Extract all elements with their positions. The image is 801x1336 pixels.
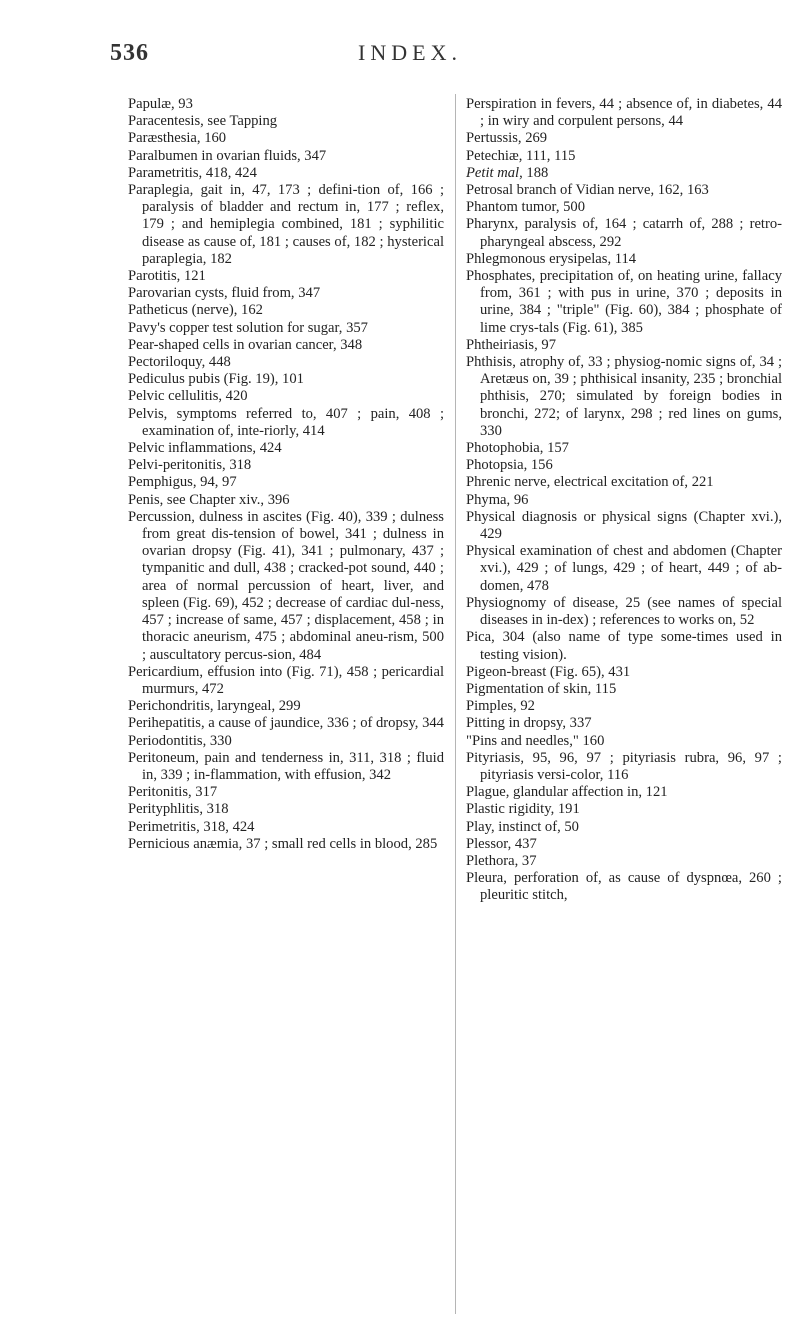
index-entry: Phlegmonous erysipelas, 114 [466, 250, 637, 267]
index-entry: Phtheiriasis, 97 [466, 336, 556, 353]
index-entry: Pelvic cellulitis, 420 [128, 388, 248, 405]
index-entry: Pigmentation of skin, 115 [466, 680, 617, 697]
index-entry: Pectoriloquy, 448 [128, 354, 231, 371]
index-entry: Pharynx, paralysis of, 164 ; catarrh of, 288 ; retro-pharyngeal abscess, 292 [466, 216, 782, 250]
index-entry: Photopsia, 156 [466, 457, 553, 474]
index-entry: Phyma, 96 [466, 491, 529, 508]
index-entry: Pediculus pubis (Fig. 19), 101 [128, 371, 304, 388]
index-entry: Plethora, 37 [466, 852, 537, 869]
index-entry: Pertussis, 269 [466, 130, 548, 147]
index-entry: Penis, see Chapter xiv., 396 [128, 491, 290, 508]
index-entry: Photophobia, 157 [466, 440, 569, 457]
index-entry: Pelvis, symptoms referred to, 407 ; pain, 408 ; examination of, inte-riorly, 414 [128, 405, 444, 439]
index-entry: Play, instinct of, 50 [466, 818, 579, 835]
index-entry: Pelvi-peritonitis, 318 [128, 457, 252, 474]
index-entry: Perichondritis, laryngeal, 299 [128, 698, 301, 715]
index-entry: Perityphlitis, 318 [128, 801, 229, 818]
index-entry: Paraplegia, gait in, 47, 173 ; defini-tion of, 166 ; paralysis of bladder and rectum in, 177 ; reflex, 179 ; and hemiplegia combined, 181 ; syphilitic disease as cause of, 181 ; causes of, 182 ; hysterical paraplegia, 182 [128, 182, 444, 267]
index-entry: Pigeon-breast (Fig. 65), 431 [466, 663, 631, 680]
index-entry: Pica, 304 (also name of type some-times used in testing vision). [466, 629, 782, 663]
index-entry: Perimetritis, 318, 424 [128, 818, 255, 835]
index-entry: Peritonitis, 317 [128, 784, 218, 801]
index-entry: Percussion, dulness in ascites (Fig. 40), 339 ; dulness from great dis-tension of bowel, 341 ; dulness in ovarian dropsy (Fig. 41), 341 ; pulmonary, 437 ; tympanitic and dull, 438 ; cracked-pot sound, 440 ; area of normal percussion of heart, liver, and spleen (Fig. 69), 452 ; decrease of cardiac dul-ness, 457 ; increase of same, 457 ; displacement, 458 ; in thoracic aneurism, 475 ; abdominal aneu-rism, 500 ; auscultatory percus-sion, 484 [128, 508, 444, 663]
index-entry: Phantom tumor, 500 [466, 199, 586, 216]
index-entry: Phrenic nerve, electrical excitation of, 221 [466, 474, 714, 491]
index-entry: Physiognomy of disease, 25 (see names of special diseases in in-dex) ; references to works on, 52 [466, 594, 782, 629]
index-entry: Pityriasis, 95, 96, 97 ; pityriasis rubra, 96, 97 ; pityriasis versi-color, 116 [466, 749, 782, 783]
index-entry: Petechiæ, 111, 115 [466, 147, 576, 164]
page-number: 536 [110, 40, 149, 66]
index-entry: Paræsthesia, 160 [128, 130, 227, 147]
index-entry: Pleura, perforation of, as cause of dyspnœa, 260 ; pleuritic stitch, [466, 870, 782, 904]
index-entry: Pernicious anæmia, 37 ; small red cells in blood, 285 [128, 835, 438, 852]
index-entry: Perihepatitis, a cause of jaundice, 336 ; of dropsy, 344 [128, 715, 444, 732]
index-entry: Peritoneum, pain and tenderness in, 311, 318 ; fluid in, 339 ; in-flammation, with effusion, 342 [128, 749, 444, 783]
index-entry: Perspiration in fevers, 44 ; absence of, in diabetes, 44 ; in wiry and corpulent persons, 44 [466, 96, 782, 130]
index-entry: "Pins and needles," 160 [466, 732, 605, 749]
index-entry: Pavy's copper test solution for sugar, 357 [128, 319, 368, 336]
index-entry: Petit mal, 188 [466, 164, 549, 181]
index-entry: Parametritis, 418, 424 [128, 164, 257, 181]
index-entry: Pericardium, effusion into (Fig. 71), 458 ; pericardial murmurs, 472 [128, 663, 444, 697]
index-entry: Physical diagnosis or physical signs (Chapter xvi.), 429 [466, 508, 782, 543]
index-entry: Petrosal branch of Vidian nerve, 162, 163 [466, 182, 709, 199]
index-entry: Plessor, 437 [466, 835, 537, 852]
index-entry: Physical examination of chest and abdomen (Chapter xvi.), 429 ; of lungs, 429 ; of heart, 449 ; of ab-domen, 478 [466, 543, 782, 594]
index-column-right [466, 96, 782, 905]
running-head: INDEX. [358, 40, 462, 65]
page-header [110, 40, 710, 76]
index-entry: Parotitis, 121 [128, 268, 206, 285]
index-entry: Plague, glandular affection in, 121 [466, 784, 668, 801]
index-entry: Periodontitis, 330 [128, 732, 232, 749]
index-entry: Papulæ, 93 [128, 96, 193, 112]
index-entry: Paralbumen in ovarian fluids, 347 [128, 147, 327, 164]
index-entry: Plastic rigidity, 191 [466, 801, 580, 818]
index-entry: Pear-shaped cells in ovarian cancer, 348 [128, 336, 363, 353]
column-divider [455, 94, 456, 1314]
index-column-left [128, 96, 444, 853]
index-entry: Pitting in dropsy, 337 [466, 715, 592, 732]
index-entry: Patheticus (nerve), 162 [128, 302, 263, 319]
index-entry: Phosphates, precipitation of, on heating urine, fallacy from, 361 ; with pus in urine, 370 ; deposits in urine, 384 ; "triple" (Fig. 60), 384 ; phosphate of lime crys-tals (Fig. 61), 385 [466, 268, 782, 336]
index-entry: Pelvic inflammations, 424 [128, 440, 282, 457]
index-entry: Pemphigus, 94, 97 [128, 474, 237, 491]
index-entry: Phthisis, atrophy of, 33 ; physiog-nomic signs of, 34 ; Aretæus on, 39 ; phthisical insanity, 235 ; bronchial phthisis, 270; simulated by foreign bodies in bronchi, 272; of larynx, 298 ; red lines on gums, 330 [466, 354, 782, 439]
index-entry: Pimples, 92 [466, 698, 535, 715]
index-entry: Parovarian cysts, fluid from, 347 [128, 285, 321, 302]
index-entry: Paracentesis, see Tapping [128, 113, 278, 130]
